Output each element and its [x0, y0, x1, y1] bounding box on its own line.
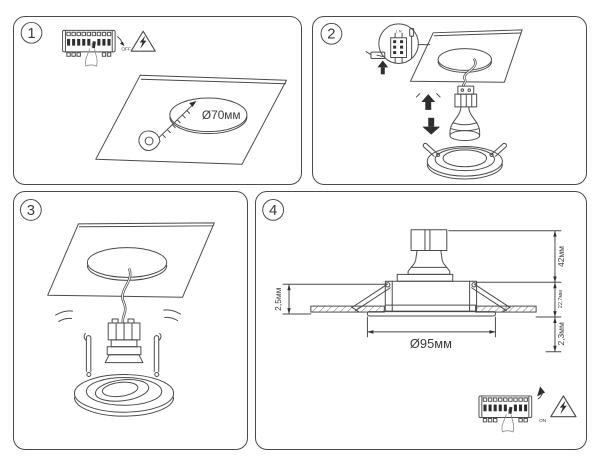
switch-flick-arrow	[120, 42, 124, 46]
step-number: 3	[26, 202, 35, 219]
arrow-up-icon	[416, 94, 440, 110]
breaker-strip-icon	[479, 396, 532, 432]
cutout-hole	[87, 248, 166, 281]
power-on-label: ON	[539, 419, 547, 425]
step-4-illustration	[256, 192, 586, 449]
ceiling-thickness-label: 2,5мм	[273, 287, 284, 311]
step-number: 1	[27, 25, 36, 42]
terminal-block-detail	[391, 33, 407, 62]
breaker-strip-icon	[63, 30, 116, 66]
step-number: 4	[269, 202, 278, 219]
spotlight-fixture	[74, 319, 173, 416]
lamp-neck	[408, 251, 450, 275]
dimension-trim-diameter	[367, 317, 495, 351]
terminal-ln-label: L N	[395, 29, 402, 34]
step-2-panel	[312, 16, 587, 185]
cutout-diameter-label: Ø70мм	[201, 107, 241, 122]
power-off-label: OFF	[121, 47, 131, 53]
step-number-badge	[21, 22, 42, 43]
fixture-ring	[423, 143, 506, 179]
gu10-lamp	[450, 107, 480, 141]
height-above-ceiling-label: 42мм	[555, 246, 566, 267]
spring-clip-right	[154, 333, 161, 376]
mains-wire	[122, 268, 130, 323]
arrow-up-small	[377, 60, 388, 67]
below-ceiling-label: 2,3мм	[555, 322, 566, 346]
step-number: 2	[327, 26, 336, 43]
cutout-hole	[438, 49, 491, 73]
step-1-illustration	[14, 17, 301, 184]
step-number-badge	[321, 23, 342, 44]
motion-marks-left	[56, 311, 73, 322]
trim-ring	[74, 375, 173, 417]
step-1-panel	[13, 16, 302, 185]
screwdriver-icon	[410, 28, 414, 58]
electric-warning-icon	[551, 396, 576, 417]
step-3-panel	[13, 191, 248, 450]
ceiling-tile	[48, 223, 215, 297]
recess-depth-label: 22,7мм	[557, 290, 564, 309]
step-3-illustration	[14, 192, 247, 449]
trim-diameter-label: Ø95мм	[409, 335, 452, 351]
arrow-down-icon	[422, 118, 440, 135]
spring-clip-left	[84, 333, 91, 376]
step-number-badge	[20, 200, 41, 221]
dimension-chain-right	[449, 231, 566, 352]
ceiling-tile	[96, 75, 287, 164]
step-number-badge	[263, 199, 284, 220]
step-2-illustration	[313, 17, 586, 184]
step-4-panel	[255, 191, 587, 450]
fixture-cross-section	[311, 230, 536, 316]
housing	[385, 281, 476, 311]
circuit-breaker-icon	[479, 386, 547, 431]
lamp-base	[411, 230, 447, 251]
lamp-holder	[397, 274, 453, 281]
switch-flick-arrow	[537, 386, 545, 396]
circuit-breaker-icon	[63, 30, 131, 66]
motion-marks-right	[164, 310, 181, 321]
terminal-block	[455, 86, 477, 107]
electric-warning-icon	[131, 31, 155, 51]
keyhole-saw-icon	[139, 101, 197, 150]
